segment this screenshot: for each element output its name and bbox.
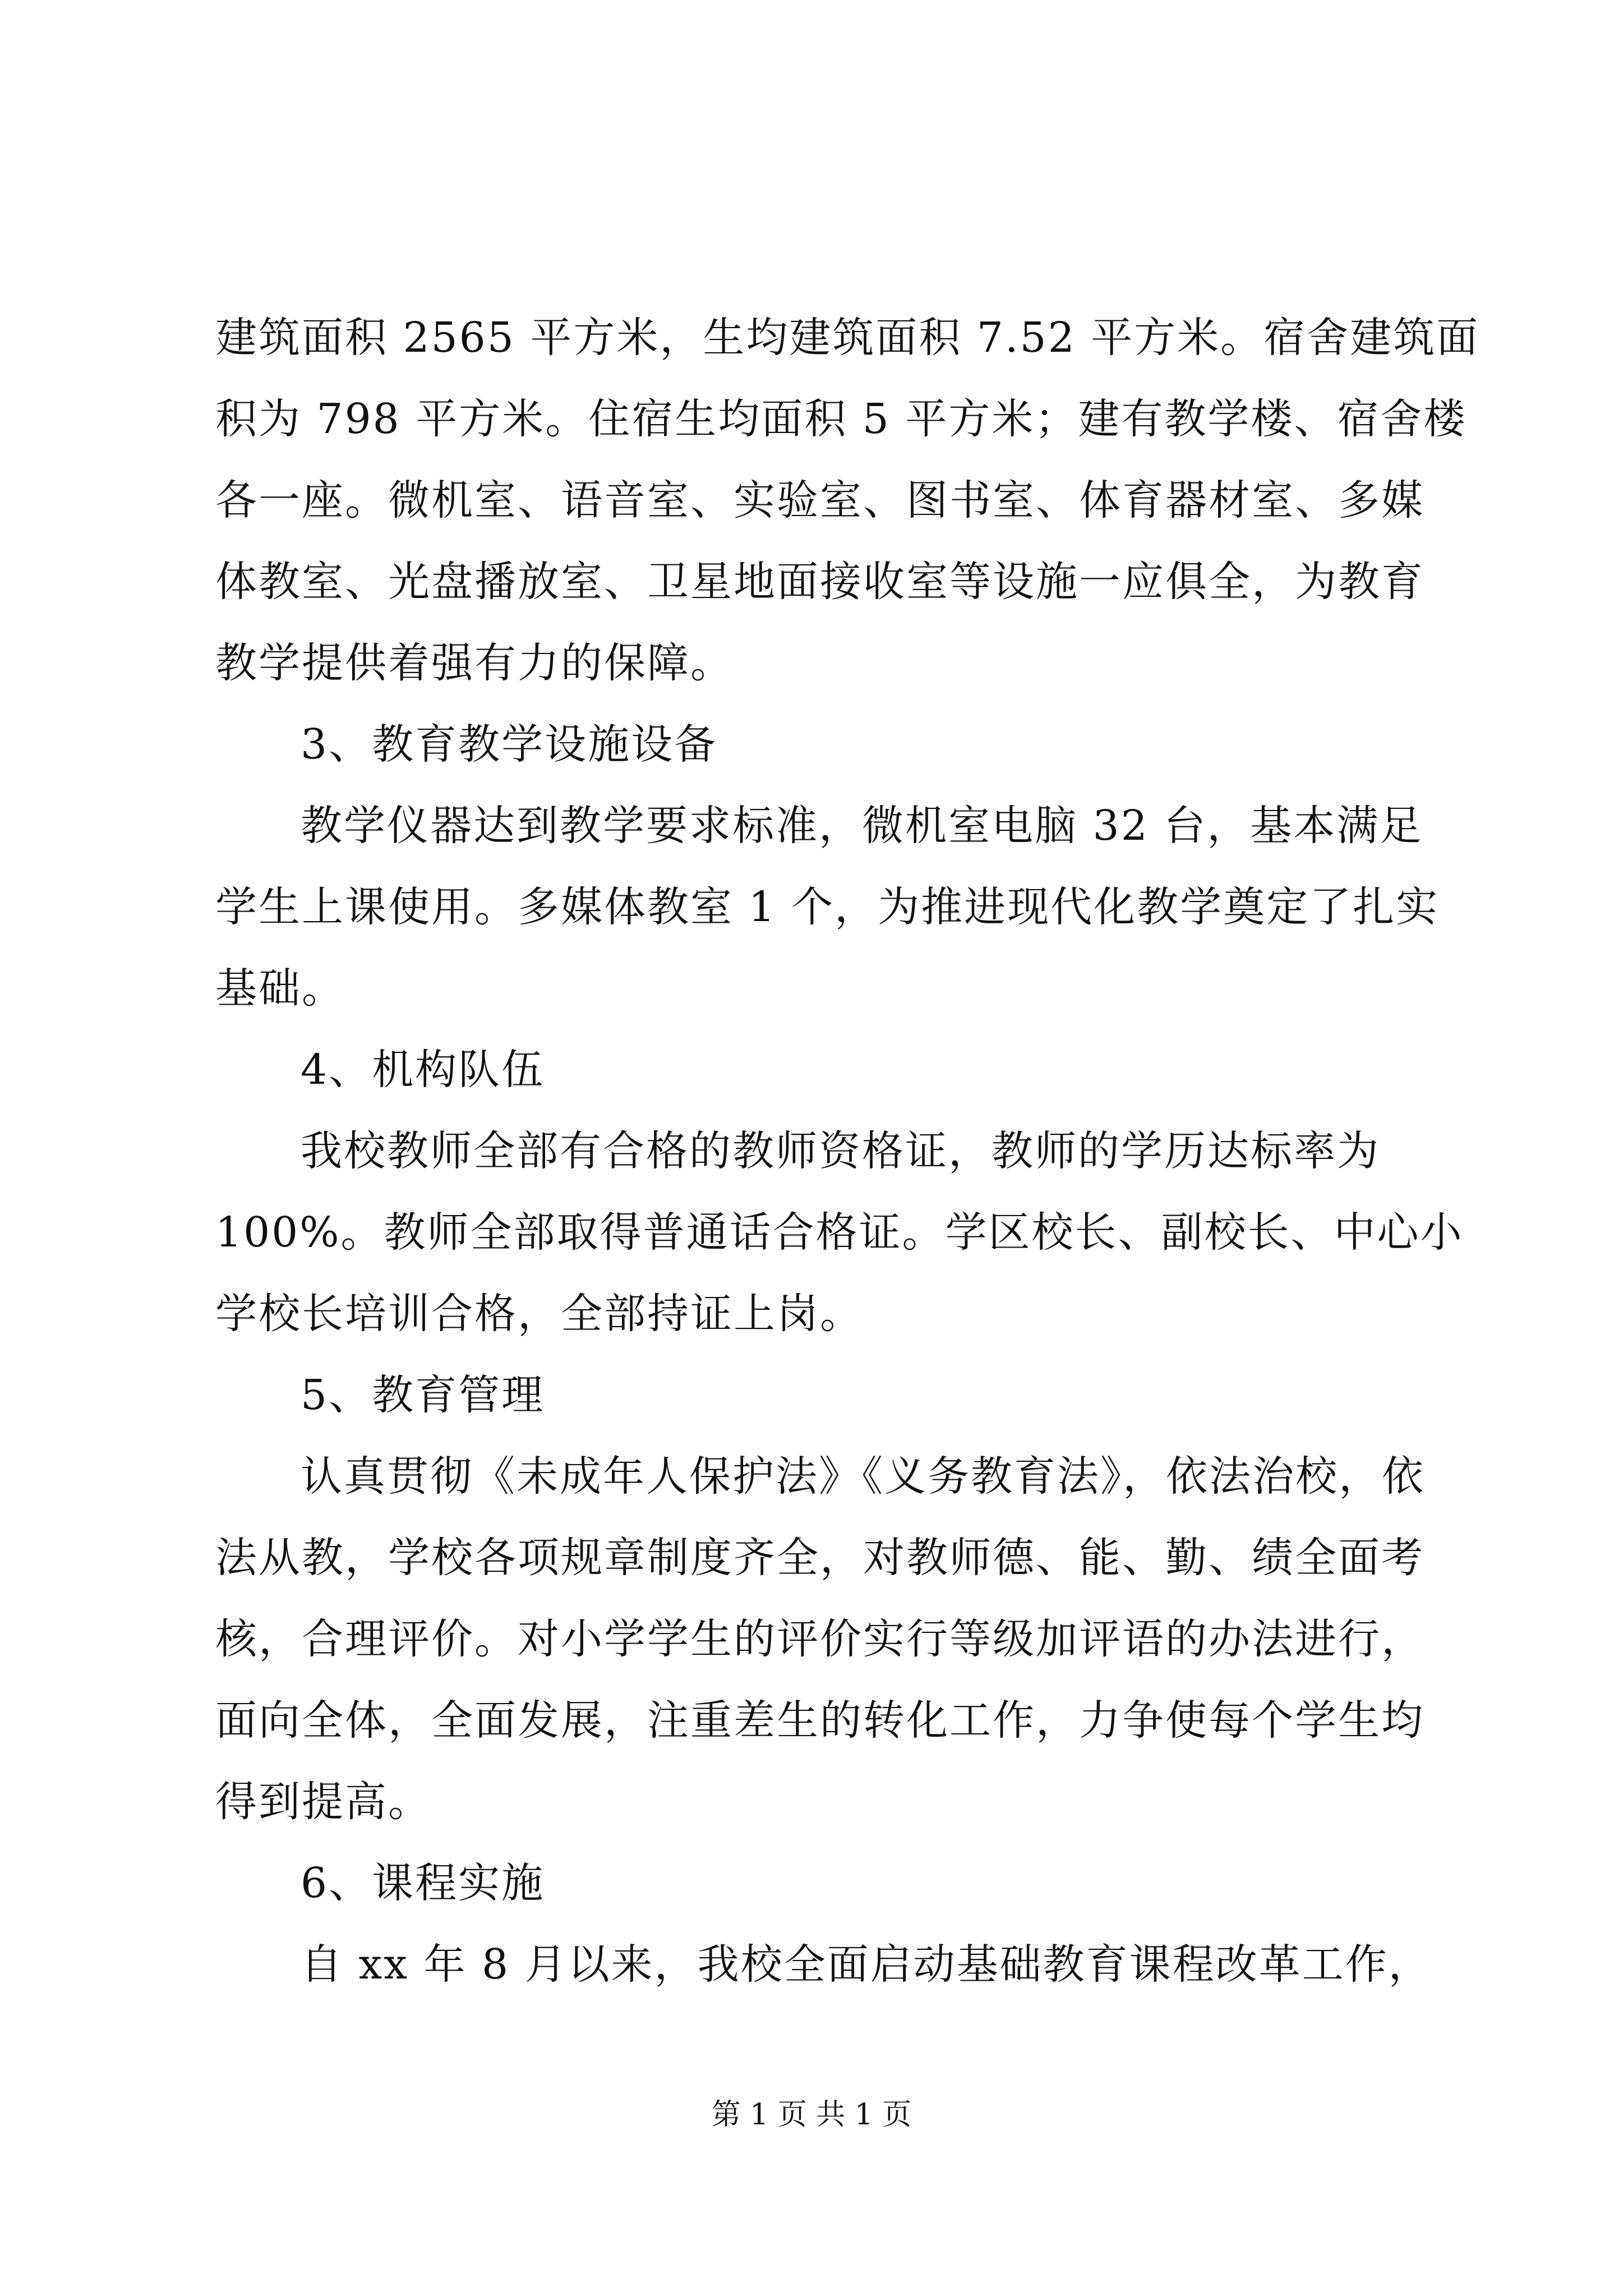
text-line: 体教室、光盘播放室、卫星地面接收室等设施一应俱全，为教育 [215,558,1424,606]
text-line: 自 xx 年 8 月以来，我校全面启动基础教育课程改革工作， [301,1940,1432,1989]
text-line: 学校长培训合格，全部持证上岗。 [215,1290,863,1338]
paragraph [215,297,1480,704]
section-heading: 4、机构队伍 [301,1046,545,1094]
text-line: 核，合理评价。对小学学生的评价实行等级加评语的办法进行， [215,1615,1424,1663]
text-line: 学生上课使用。多媒体教室 1 个，为推进现代化教学奠定了扎实 [215,883,1440,931]
text-line: 教学提供着强有力的保障。 [215,639,734,687]
section-heading: 5、教育管理 [301,1371,545,1419]
text-line: 基础。 [215,964,345,1013]
text-line: 100%。教师全部取得普通话合格证。学区校长、副校长、中心小 [215,1208,1464,1257]
document-body [215,297,1480,2005]
text-line: 面向全体，全面发展，注重差生的转化工作，力争使每个学生均 [215,1696,1424,1745]
section-heading: 6、课程实施 [301,1859,545,1907]
paragraph [215,1924,1449,2005]
section-heading: 3、教育教学设施设备 [301,720,718,769]
text-line: 各一座。微机室、语音室、实验室、图书室、体育器材室、多媒 [215,476,1424,524]
text-line: 我校教师全部有合格的教师资格证，教师的学历达标率为 [301,1127,1380,1175]
text-line: 建筑面积 2565 平方米，生均建筑面积 7.52 平方米。宿舍建筑面 [215,314,1480,362]
text-line: 认真贯彻《未成年人保护法》《义务教育法》，依法治校，依 [301,1452,1425,1501]
text-line: 积为 798 平方米。住宿生均面积 5 平方米；建有教学楼、宿舍楼 [215,395,1467,443]
page-number-footer: 第 1 页 共 1 页 [711,2098,912,2132]
paragraph [215,785,1449,1029]
paragraph [215,1111,1464,1355]
text-line: 得到提高。 [215,1778,431,1826]
text-line: 法从教，学校各项规章制度齐全，对教师德、能、勤、绩全面考 [215,1534,1424,1582]
text-line: 教学仪器达到教学要求标准，微机室电脑 32 台，基本满足 [301,802,1423,850]
paragraph [215,1436,1449,1843]
